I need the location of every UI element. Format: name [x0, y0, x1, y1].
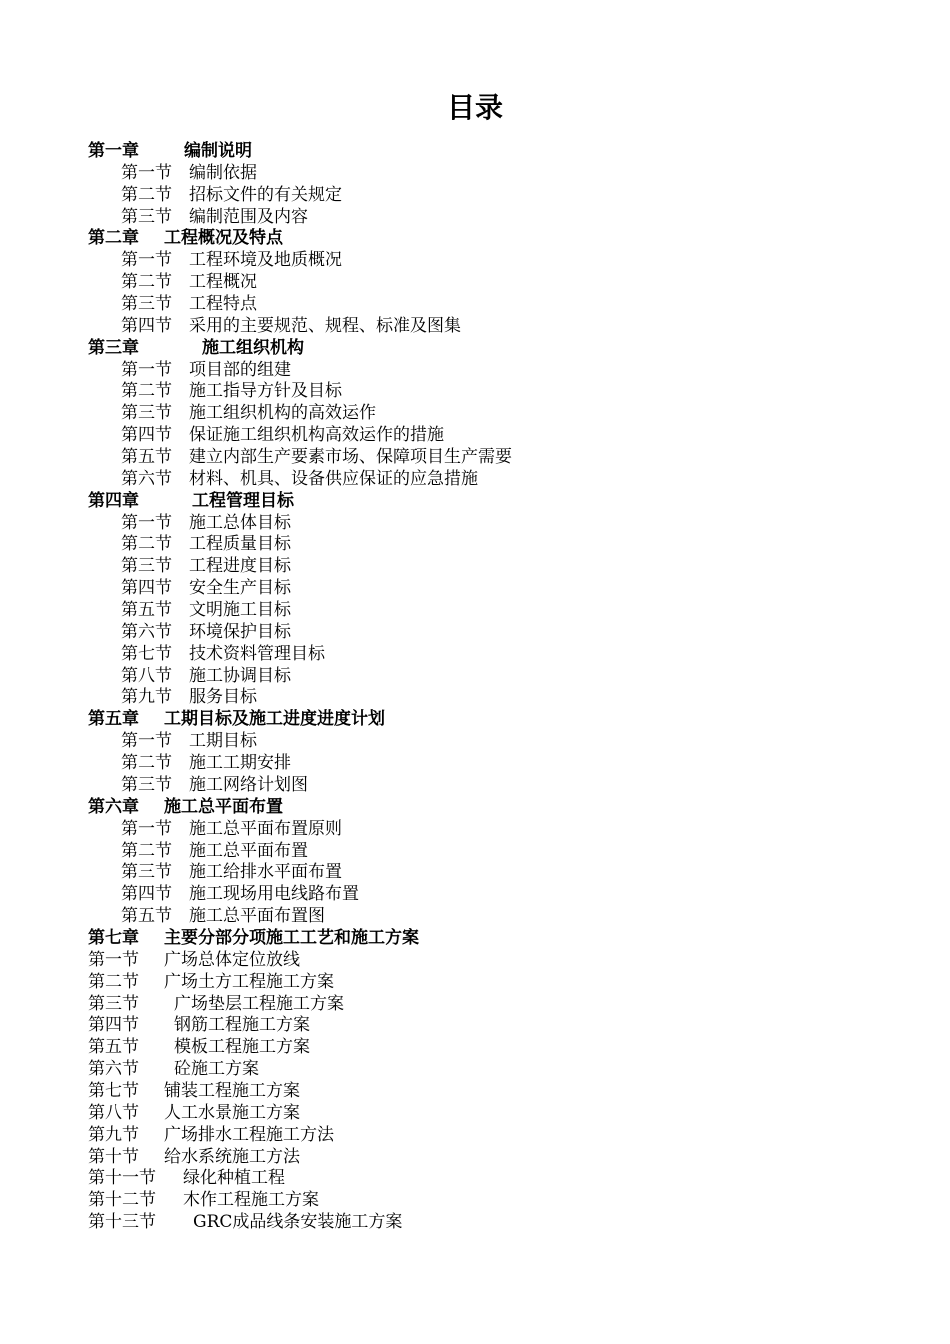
- chapter-label: 第七章: [88, 927, 139, 948]
- toc-section[interactable]: [88, 425, 888, 447]
- section-label: 第三节: [121, 556, 172, 577]
- section-label: 第四节: [88, 1015, 139, 1036]
- section-title: 服务目标: [189, 687, 257, 708]
- toc-section[interactable]: [88, 403, 888, 425]
- section-title: 给水系统施工方法: [164, 1146, 300, 1167]
- toc-section[interactable]: [88, 185, 888, 207]
- section-title: 材料、机具、设备供应保证的应急措施: [189, 468, 478, 489]
- section-title: 施工总平面布置图: [189, 906, 325, 927]
- toc-chapter[interactable]: [88, 797, 888, 819]
- section-label: 第二节: [121, 753, 172, 774]
- chapter-title: 主要分部分项施工工艺和施工方案: [164, 927, 419, 948]
- toc-section[interactable]: [88, 578, 888, 600]
- section-label: 第四节: [121, 315, 172, 336]
- toc-section[interactable]: [88, 622, 888, 644]
- toc-section[interactable]: [88, 1125, 888, 1147]
- chapter-title: 编制说明: [184, 141, 252, 161]
- section-label: 第三节: [121, 206, 172, 227]
- chapter-title: 工程管理目标: [192, 490, 294, 511]
- section-label: 第二节: [121, 272, 172, 293]
- toc-section[interactable]: [88, 294, 888, 316]
- section-label: 第二节: [88, 971, 139, 992]
- section-label: 第二节: [121, 381, 172, 402]
- section-title: 施工工期安排: [189, 753, 291, 774]
- toc-section[interactable]: [88, 1168, 888, 1190]
- toc-section[interactable]: [88, 884, 888, 906]
- section-title: 编制依据: [189, 162, 257, 183]
- section-title: 铺装工程施工方案: [164, 1080, 300, 1101]
- chapter-title: 施工组织机构: [202, 337, 304, 358]
- toc-section[interactable]: [88, 819, 888, 841]
- section-label: 第六节: [121, 621, 172, 642]
- section-label: 第一节: [121, 731, 172, 752]
- toc-section[interactable]: [88, 972, 888, 994]
- section-title: 施工指导方针及目标: [189, 381, 342, 402]
- toc-chapter[interactable]: [88, 491, 888, 513]
- table-of-contents: [88, 141, 888, 1234]
- section-label: 第五节: [88, 1037, 139, 1058]
- chapter-title: 施工总平面布置: [164, 796, 283, 817]
- section-label: 第一节: [121, 250, 172, 271]
- toc-section[interactable]: [88, 950, 888, 972]
- chapter-label: 第五章: [88, 709, 139, 730]
- section-label: 第三节: [121, 294, 172, 315]
- toc-section[interactable]: [88, 1103, 888, 1125]
- toc-chapter[interactable]: [88, 141, 888, 163]
- section-title: 钢筋工程施工方案: [174, 1015, 310, 1036]
- toc-section[interactable]: [88, 250, 888, 272]
- toc-section[interactable]: [88, 687, 888, 709]
- chapter-label: 第二章: [88, 228, 139, 249]
- toc-section[interactable]: [88, 1147, 888, 1169]
- section-title: 编制范围及内容: [189, 206, 308, 227]
- section-title: 广场排水工程施工方法: [164, 1124, 334, 1145]
- section-label: 第二节: [121, 534, 172, 555]
- chapter-label: 第六章: [88, 796, 139, 817]
- toc-section[interactable]: [88, 1212, 888, 1234]
- section-title: 广场土方工程施工方案: [164, 971, 334, 992]
- section-title: 施工组织机构的高效运作: [189, 403, 376, 424]
- section-label: 第一节: [121, 359, 172, 380]
- section-label: 第四节: [121, 884, 172, 905]
- section-label: 第四节: [121, 425, 172, 446]
- section-title: 广场垫层工程施工方案: [174, 993, 344, 1014]
- section-label: 第八节: [121, 665, 172, 686]
- section-label: 第七节: [88, 1080, 139, 1101]
- section-title: 文明施工目标: [189, 600, 291, 621]
- section-title: 木作工程施工方案: [183, 1190, 319, 1211]
- section-label: 第五节: [121, 906, 172, 927]
- page-title: 目录: [446, 91, 503, 124]
- toc-section[interactable]: [88, 906, 888, 928]
- toc-section[interactable]: [88, 207, 888, 229]
- toc-chapter[interactable]: [88, 709, 888, 731]
- section-title: 绿化种植工程: [183, 1168, 285, 1189]
- section-label: 第二节: [121, 184, 172, 205]
- chapter-label: 第三章: [88, 337, 139, 358]
- section-label: 第一节: [121, 512, 172, 533]
- toc-section[interactable]: [88, 644, 888, 666]
- section-label: 第一节: [121, 818, 172, 839]
- toc-section[interactable]: [88, 272, 888, 294]
- section-label: 第九节: [88, 1124, 139, 1145]
- section-title: 人工水景施工方案: [164, 1102, 300, 1123]
- section-title: 施工协调目标: [189, 665, 291, 686]
- section-title: 模板工程施工方案: [174, 1037, 310, 1058]
- toc-section[interactable]: [88, 841, 888, 863]
- section-title: 工程进度目标: [189, 556, 291, 577]
- section-label: 第三节: [121, 403, 172, 424]
- chapter-title: 工期目标及施工进度进度计划: [164, 709, 385, 730]
- section-title: 工程质量目标: [189, 534, 291, 555]
- toc-section[interactable]: [88, 731, 888, 753]
- toc-chapter[interactable]: [88, 928, 888, 950]
- toc-section[interactable]: [88, 447, 888, 469]
- section-label: 第三节: [121, 774, 172, 795]
- section-title: 广场总体定位放线: [164, 949, 300, 970]
- toc-section[interactable]: [88, 1015, 888, 1037]
- section-label: 第一节: [88, 949, 139, 970]
- section-title: 施工总体目标: [189, 512, 291, 533]
- section-label: 第六节: [88, 1059, 139, 1080]
- chapter-title: 工程概况及特点: [164, 228, 283, 249]
- section-title: 施工网络计划图: [189, 774, 308, 795]
- toc-section[interactable]: [88, 1081, 888, 1103]
- section-label: 第九节: [121, 687, 172, 708]
- toc-section[interactable]: [88, 469, 888, 491]
- toc-section[interactable]: [88, 753, 888, 775]
- section-title: 施工现场用电线路布置: [189, 884, 359, 905]
- section-label: 第十一节: [88, 1168, 156, 1189]
- section-label: 第五节: [121, 447, 172, 468]
- section-label: 第四节: [121, 578, 172, 599]
- section-label: 第十二节: [88, 1190, 156, 1211]
- toc-section[interactable]: [88, 1059, 888, 1081]
- section-label: 第三节: [121, 862, 172, 883]
- toc-section[interactable]: [88, 360, 888, 382]
- section-label: 第一节: [121, 162, 172, 183]
- chapter-label: 第四章: [88, 490, 139, 511]
- section-title: 施工总平面布置: [189, 840, 308, 861]
- section-title: 工程特点: [189, 294, 257, 315]
- section-title: 施工总平面布置原则: [189, 818, 342, 839]
- section-label: 第十三节: [88, 1212, 156, 1233]
- section-title: 建立内部生产要素市场、保障项目生产需要: [189, 447, 512, 468]
- section-label: 第二节: [121, 840, 172, 861]
- toc-section[interactable]: [88, 381, 888, 403]
- section-title: 工程环境及地质概况: [189, 250, 342, 271]
- toc-section[interactable]: [88, 600, 888, 622]
- section-title: 招标文件的有关规定: [189, 184, 342, 205]
- section-label: 第七节: [121, 643, 172, 664]
- toc-section[interactable]: [88, 556, 888, 578]
- section-title: 技术资料管理目标: [189, 643, 325, 664]
- section-label: 第三节: [88, 993, 139, 1014]
- toc-section[interactable]: [88, 316, 888, 338]
- toc-section[interactable]: [88, 163, 888, 185]
- section-label: 第六节: [121, 468, 172, 489]
- section-title: 工期目标: [189, 731, 257, 752]
- section-title: 安全生产目标: [189, 578, 291, 599]
- section-label: 第十节: [88, 1146, 139, 1167]
- toc-section[interactable]: [88, 862, 888, 884]
- toc-section[interactable]: [88, 1190, 888, 1212]
- section-title: 工程概况: [189, 272, 257, 293]
- toc-section[interactable]: [88, 775, 888, 797]
- section-title: 砼施工方案: [174, 1059, 259, 1080]
- toc-section[interactable]: [88, 994, 888, 1016]
- section-title: GRC成品线条安装施工方案: [193, 1212, 403, 1233]
- toc-section[interactable]: [88, 534, 888, 556]
- toc-section[interactable]: [88, 513, 888, 535]
- section-title: 项目部的组建: [189, 359, 291, 380]
- toc-section[interactable]: [88, 1037, 888, 1059]
- toc-chapter[interactable]: [88, 338, 888, 360]
- toc-section[interactable]: [88, 666, 888, 688]
- chapter-label: 第一章: [88, 141, 139, 161]
- section-label: 第五节: [121, 600, 172, 621]
- section-title: 采用的主要规范、规程、标准及图集: [189, 315, 461, 336]
- section-title: 保证施工组织机构高效运作的措施: [189, 425, 444, 446]
- section-label: 第八节: [88, 1102, 139, 1123]
- toc-chapter[interactable]: [88, 228, 888, 250]
- section-title: 环境保护目标: [189, 621, 291, 642]
- section-title: 施工给排水平面布置: [189, 862, 342, 883]
